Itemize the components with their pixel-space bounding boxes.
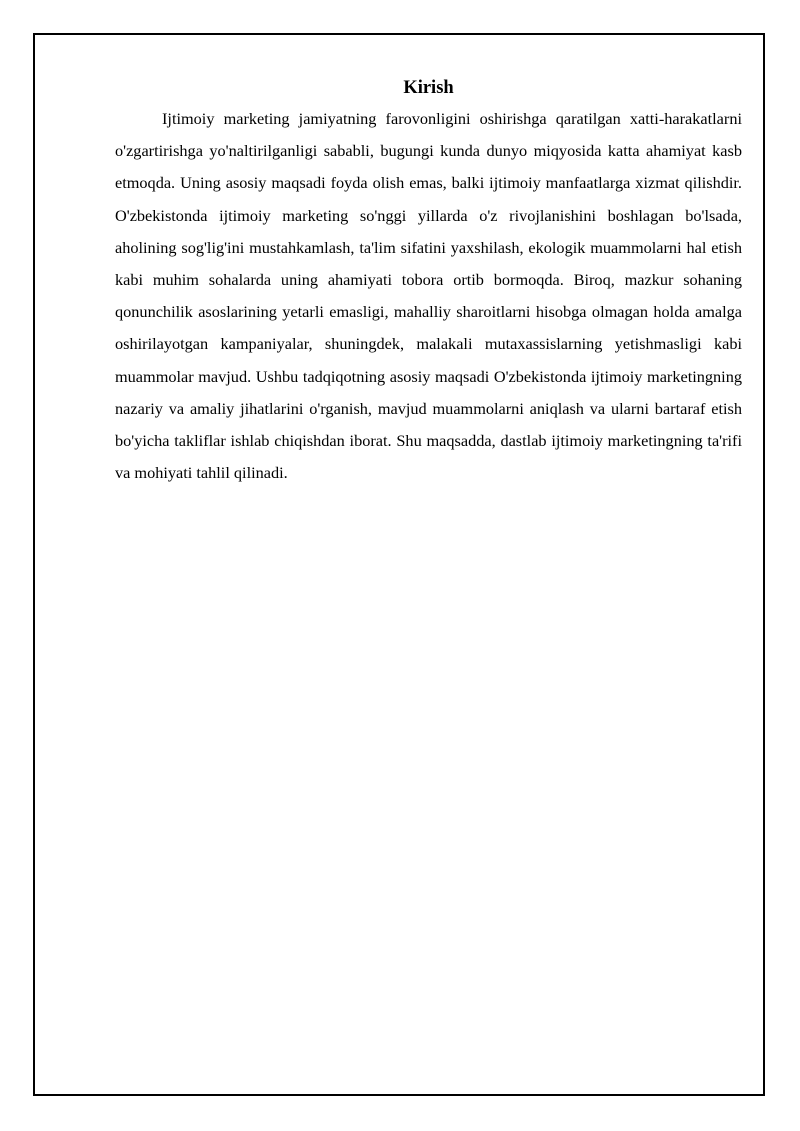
document-title: Kirish bbox=[403, 78, 454, 98]
document-content bbox=[115, 76, 742, 489]
introduction-paragraph: Ijtimoiy marketing jamiyatning farovonligini oshirishga qaratilgan xatti-harakatlarni o'zgartirishga yo'naltirilganligi sababli, bugungi kunda dunyo miqyosida katta ahamiyat kasb etmoqda. Uning asosiy maqsadi foyda olish emas, balki ijtimoiy manfaatlarga xizmat qilishdir. O'zbekistonda ijtimoiy marketing so'nggi yillarda o'z rivojlanishini boshlagan bo'lsada, aholining sog'lig'ini mustahkamlash, ta'lim sifatini yaxshilash, ekologik muammolarni hal etish kabi muhim sohalarda uning ahamiyati tobora ortib bormoqda. Biroq, mazkur sohaning qonunchilik asoslarining yetarli emasligi, mahalliy sharoitlarni hisobga olmagan holda amalga oshirilayotgan kampaniyalar, shuningdek, malakali mutaxassislarning yetishmasligi kabi muammolar mavjud. Ushbu tadqiqotning asosiy maqsadi O'zbekistonda ijtimoiy marketingning nazariy va amaliy jihatlarini o'rganish, mavjud muammolarni aniqlash va ularni bartaraf etish bo'yicha takliflar ishlab chiqishdan iborat. Shu maqsadda, dastlab ijtimoiy marketingning ta'rifi va mohiyati tahlil qilinadi. bbox=[115, 109, 742, 483]
